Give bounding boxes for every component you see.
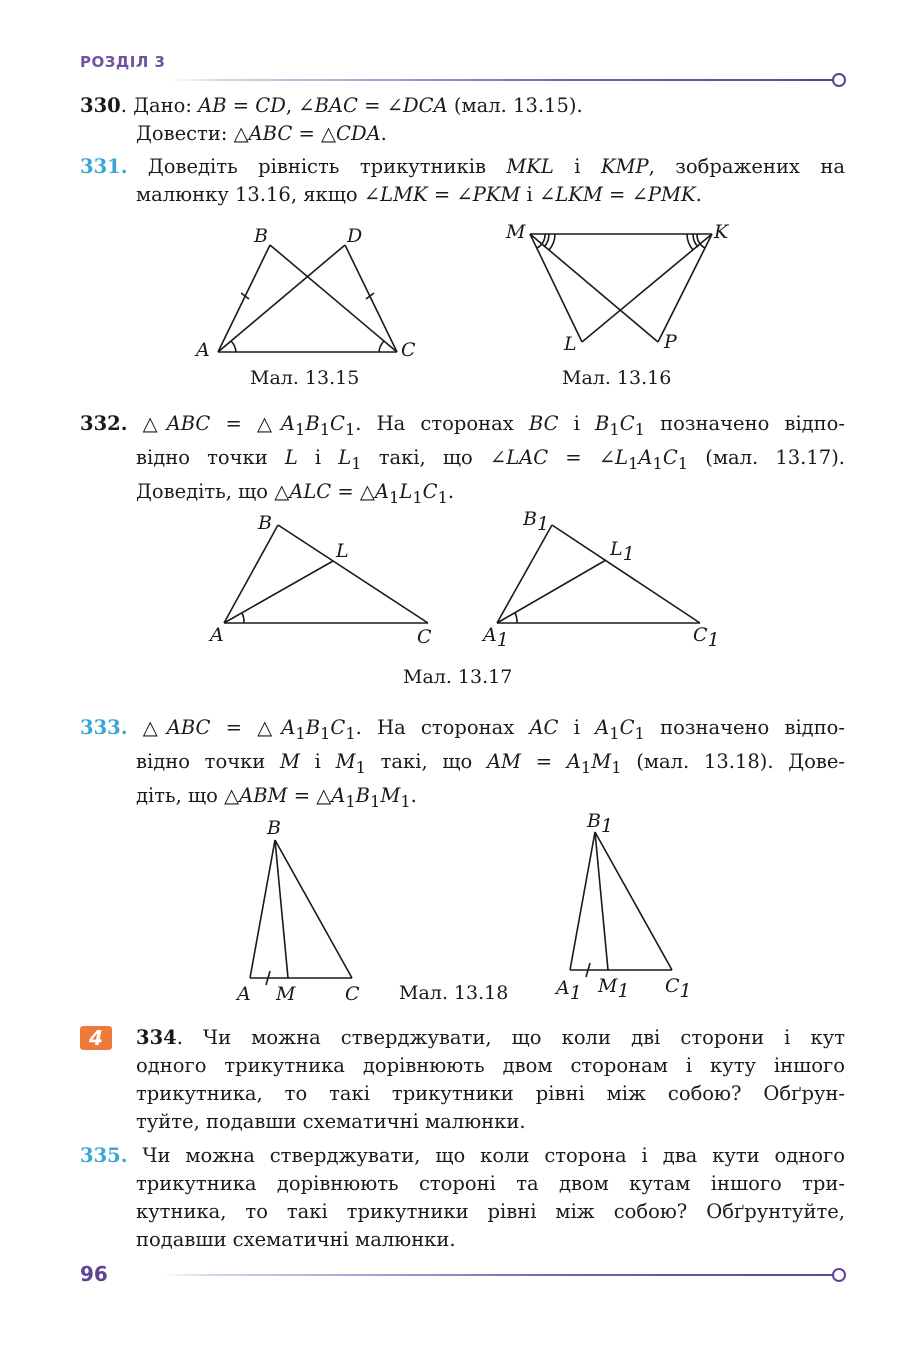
problem-330-line-1	[80, 92, 845, 120]
side-ab	[218, 245, 270, 352]
side-dc	[345, 245, 397, 352]
label-a: A	[210, 624, 224, 646]
label-l: L	[336, 540, 349, 562]
side-mp	[530, 234, 658, 342]
header-rule-end-icon	[832, 73, 846, 87]
angle-arc-a1	[515, 613, 517, 623]
side-bc	[270, 245, 397, 352]
label-a1: A1	[483, 624, 509, 651]
side-a1b1	[497, 525, 552, 623]
problem-334-line-1: 334. Чи можна стверджувати, що коли дві сторони і кут	[136, 1026, 845, 1049]
label-a: A	[196, 339, 210, 361]
label-b1: B1	[523, 508, 550, 535]
label-b: B	[258, 512, 272, 534]
problem-331-line-1: 331. Доведіть рівність трикутників MKL і KMP, зображених на	[80, 155, 845, 178]
label-d: D	[347, 225, 363, 247]
angle-arc-k-3	[687, 234, 693, 250]
label-c: C	[417, 626, 432, 648]
label-k: K	[714, 221, 729, 243]
side-b1c1	[552, 525, 700, 623]
problem-number: 334	[136, 1026, 177, 1049]
problem-332-line-3: Доведіть, що △ALC = $\triangle A_1L_1C_1$.	[136, 479, 455, 507]
angle-arc-c	[379, 341, 384, 352]
problem-332	[80, 410, 845, 512]
side-pk	[658, 234, 712, 342]
side-ml	[530, 234, 582, 342]
side-bc	[278, 525, 428, 623]
problem-text: . Дано: AB = CD, ∠BAC = ∠DCA (мал. 13.15).	[120, 94, 583, 117]
caption-13-15: Мал. 13.15	[250, 367, 360, 389]
label-a1: A1	[556, 977, 582, 1004]
problem-334-line-4: туйте, подавши схематичні малюнки.	[136, 1110, 526, 1133]
problem-332-line-1: 332. △ABC = $\triangle A_1B_1C_1$. На сторонах BC і $B_1C_1$ позначено відпо-	[80, 412, 846, 439]
label-m: M	[276, 983, 296, 1005]
side-ad	[218, 245, 345, 352]
problem-335	[80, 1142, 845, 1254]
label-b: B	[254, 225, 268, 247]
problem-334	[80, 1024, 845, 1136]
label-c1: C1	[665, 975, 692, 1002]
problem-333-line-3: діть, що △ABM = $\triangle A_1B_1M_1$.	[136, 783, 417, 811]
problem-330-line-2: Довести: △ABC = △CDA.	[136, 122, 387, 145]
problem-334-line-3: трикутника, то такі трикутники рівні між собою? Обґрун-	[136, 1082, 845, 1105]
caption-13-16: Мал. 13.16	[562, 367, 672, 389]
label-b1: B1	[587, 810, 614, 837]
angle-arc-m-3	[549, 234, 555, 250]
problem-335-line-3: кутника, то такі трикутники рівні між собою? Обґрунтуйте,	[136, 1200, 845, 1223]
problem-335-line-1: 335. Чи можна стверджувати, що коли сторона і два кути одного	[80, 1144, 845, 1167]
label-b: B	[267, 817, 281, 839]
page-number: 96	[80, 1262, 108, 1286]
label-l: L	[564, 333, 577, 355]
problem-335-line-2: трикутника дорівнюють стороні та двом кутам іншого три-	[136, 1172, 845, 1195]
label-a: A	[237, 983, 251, 1005]
figure-13-16	[500, 218, 740, 358]
caption-13-17: Мал. 13.17	[403, 666, 513, 688]
angle-arc-a	[242, 613, 244, 623]
label-p: P	[664, 331, 677, 353]
label-l1: L1	[610, 538, 635, 565]
problem-330	[80, 92, 845, 148]
segment-a1l1	[497, 560, 606, 623]
label-m1: M1	[598, 975, 630, 1002]
figure-13-18	[225, 810, 705, 1005]
label-c1: C1	[693, 624, 720, 651]
problem-number: 331.	[80, 155, 128, 178]
label-c: C	[401, 339, 416, 361]
footer-rule	[160, 1274, 834, 1276]
figure-13-15	[190, 220, 430, 370]
side-a1b1	[570, 832, 595, 970]
problem-number: 330	[80, 94, 121, 117]
problem-333-line-2: відно точки M і $M_1$ такі, що AM = $A_1M_1$ (мал. 13.18). Дове-	[136, 749, 845, 777]
problem-333	[80, 714, 845, 816]
footer-rule-end-icon	[832, 1268, 846, 1282]
problem-334-line-2: одного трикутника дорівнюють двом сторонам і куту іншого	[136, 1054, 845, 1077]
problem-number: 332.	[80, 412, 128, 435]
problem-number: 333.	[80, 716, 128, 739]
problem-number: 335.	[80, 1144, 128, 1167]
angle-arc-a	[231, 341, 236, 352]
level-4-badge: 4	[80, 1026, 112, 1050]
caption-13-18: Мал. 13.18	[399, 982, 509, 1004]
problem-335-line-4: подавши схематичні малюнки.	[136, 1228, 456, 1251]
label-m: M	[506, 221, 526, 243]
label-c: C	[345, 983, 360, 1005]
section-label: РОЗДІЛ 3	[80, 53, 166, 71]
problem-331-line-2: малюнку 13.16, якщо ∠LMK = ∠PKM і ∠LKM = ∠PMK.	[136, 183, 702, 206]
problem-331	[80, 153, 845, 209]
problem-332-line-2: відно точки L і $L_1$ такі, що ∠LAC = $\angle L_1A_1C_1$ (мал. 13.17).	[136, 445, 846, 473]
side-ab	[250, 840, 275, 978]
header-rule	[170, 79, 834, 81]
problem-333-line-1: 333. △ABC = $\triangle A_1B_1C_1$. На сторонах AC і $A_1C_1$ позначено відпо-	[80, 716, 846, 743]
figure-13-17	[200, 505, 740, 655]
